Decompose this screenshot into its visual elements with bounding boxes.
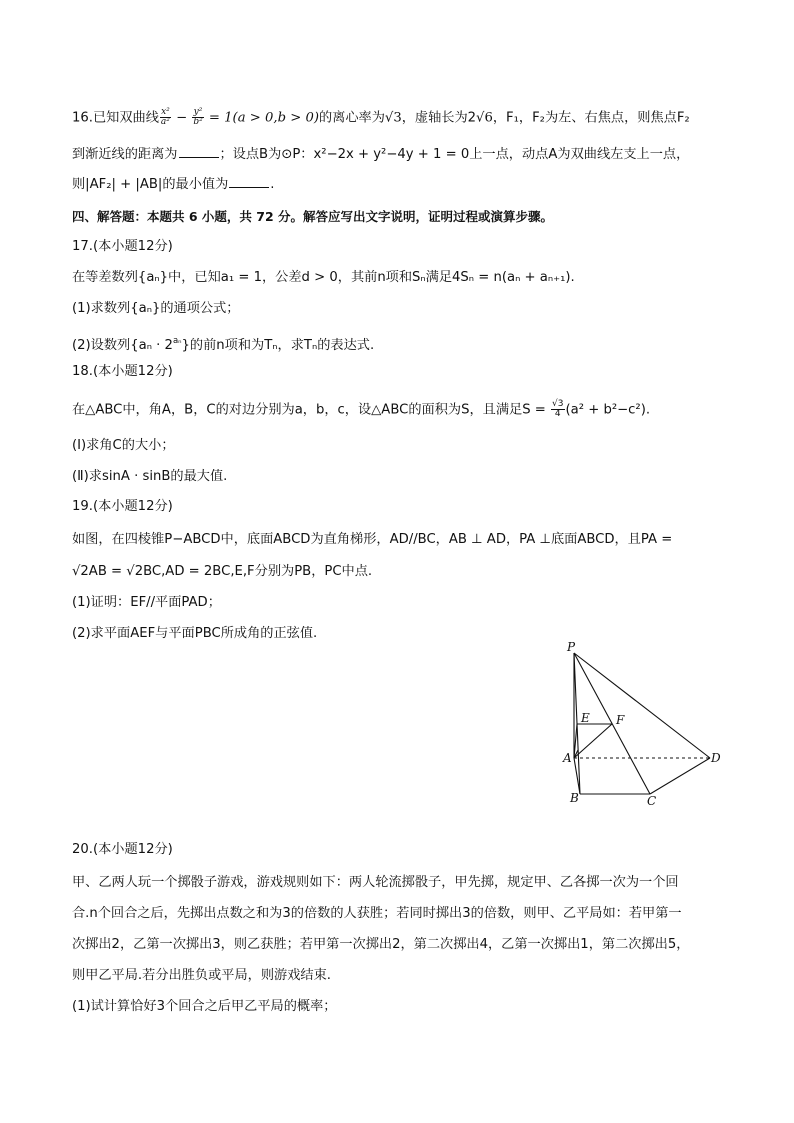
q16-line3-text-b: . <box>270 177 275 192</box>
q16-frac2-num: y² <box>193 107 203 117</box>
label-P: P <box>567 640 576 654</box>
q16-frac1 <box>160 108 171 127</box>
q20-part1: (1)试计算恰好3个回合之后甲乙平局的概率； <box>72 999 337 1014</box>
q16-line2 <box>72 145 689 165</box>
q17-part2-exponent: aₙ <box>172 336 182 346</box>
q16-line3-text-a: 则|AF₂| + |AB|的最小值为 <box>72 177 229 192</box>
q16-line1 <box>72 108 690 129</box>
q18-heading: 18.(本小题12分) <box>72 364 173 379</box>
label-C: C <box>647 794 657 808</box>
edge-CD <box>650 758 710 794</box>
q18-body-text-a: 在△ABC中，角A，B，C的对边分别为a，b，c，设△ABC的面积为S，且满足S = <box>72 402 551 418</box>
q16-line2-text-a: 到渐近线的距离为 <box>72 147 178 162</box>
q16-line2-text-b: ；设点B为⊙P：x²−2x + y²−4y + 1 = 0上一点，动点A为双曲线左支上一点， <box>219 147 690 162</box>
q16-frac1-den: a² <box>160 117 170 127</box>
q17-part1: (1)求数列{aₙ}的通项公式； <box>72 301 240 316</box>
q18-fraction <box>551 400 564 419</box>
label-A: A <box>563 751 572 765</box>
q16-minus: − <box>171 110 192 126</box>
q19-part2: (2)求平面AEF与平面PBC所成角的正弦值. <box>72 626 318 641</box>
section-4-heading: 四、解答题：本题共 6 小题，共 72 分。解答应写出文字说明，证明过程或演算步骤。 <box>72 209 554 224</box>
q16-text1: 已知双曲线 <box>92 110 159 126</box>
q20-line1: 甲、乙两人玩一个掷骰子游戏，游戏规则如下：两人轮流掷骰子，甲先掷，规定甲、乙各掷一次为一个回 <box>72 875 679 890</box>
q16-line3 <box>72 175 275 195</box>
q20-heading: 20.(本小题12分) <box>72 842 173 857</box>
q17-body: 在等差数列{aₙ}中，已知a₁ = 1，公差d > 0，其前n项和Sₙ满足4Sₙ = n(aₙ + aₙ₊₁). <box>72 270 575 285</box>
q19-body-line2: √2AB = √2BC,AD = 2BC,E,F分别为PB，PC中点. <box>72 564 373 579</box>
edge-PD <box>574 653 710 758</box>
q16-frac2-den: b² <box>193 117 203 127</box>
label-E: E <box>581 711 590 725</box>
q18-part1: (Ⅰ)求角C的大小； <box>72 438 175 453</box>
q18-body <box>72 400 650 421</box>
q16-condition: = 1(a > 0,b > 0) <box>204 110 319 126</box>
q16-text4: ，F₁，F₂为左、右焦点，则焦点F₂ <box>492 110 690 126</box>
q19-heading: 19.(本小题12分) <box>72 499 173 514</box>
segment-AF <box>574 724 612 758</box>
q18-fraction-num: √3 <box>552 399 564 409</box>
q20-line4: 则甲乙平局.若分出胜负或平局，则游戏结束. <box>72 968 331 983</box>
label-B: B <box>570 791 579 805</box>
q18-fraction-den: 4 <box>551 409 564 419</box>
label-D: D <box>711 751 721 765</box>
q17-heading: 17.(本小题12分) <box>72 239 173 254</box>
q16-text2: 的离心率为 <box>318 110 385 126</box>
q19-part1: (1)证明：EF//平面PAD； <box>72 595 221 610</box>
q16-frac1-num: x² <box>161 107 170 117</box>
q16-answer-blank-1[interactable] <box>179 145 219 158</box>
q16-eccentricity: √3 <box>384 110 402 126</box>
q17-part2 <box>72 331 374 356</box>
q16-number: 16. <box>72 110 93 126</box>
q20-line2: 合.n个回合之后，先掷出点数之和为3的倍数的人获胜；若同时掷出3的倍数，则甲、乙平局如：若甲第一 <box>72 906 682 921</box>
q17-part2-text-b: }的前n项和为Tₙ，求Tₙ的表达式. <box>181 338 375 353</box>
q16-answer-blank-2[interactable] <box>229 175 269 188</box>
q17-part2-text-a: (2)设数列{aₙ · 2 <box>72 338 173 353</box>
q16-text3: ，虚轴长为2 <box>401 110 477 126</box>
pyramid-figure <box>560 640 730 815</box>
q20-line3: 次掷出2，乙第一次掷出3，则乙获胜；若甲第一次掷出2，第二次掷出4，乙第一次掷出1，第二次掷出5， <box>72 937 690 952</box>
q16-frac2 <box>192 108 203 127</box>
q16-axis-value: √6 <box>476 110 493 126</box>
q18-body-text-b: (a² + b²−c²). <box>565 402 651 418</box>
q19-body-line1: 如图，在四棱锥P−ABCD中，底面ABCD为直角梯形，AD//BC，AB ⊥ AD，PA ⊥底面ABCD，且PA = <box>72 532 673 547</box>
label-F: F <box>616 713 625 727</box>
q18-part2: (Ⅱ)求sinA · sinB的最大值. <box>72 469 228 484</box>
